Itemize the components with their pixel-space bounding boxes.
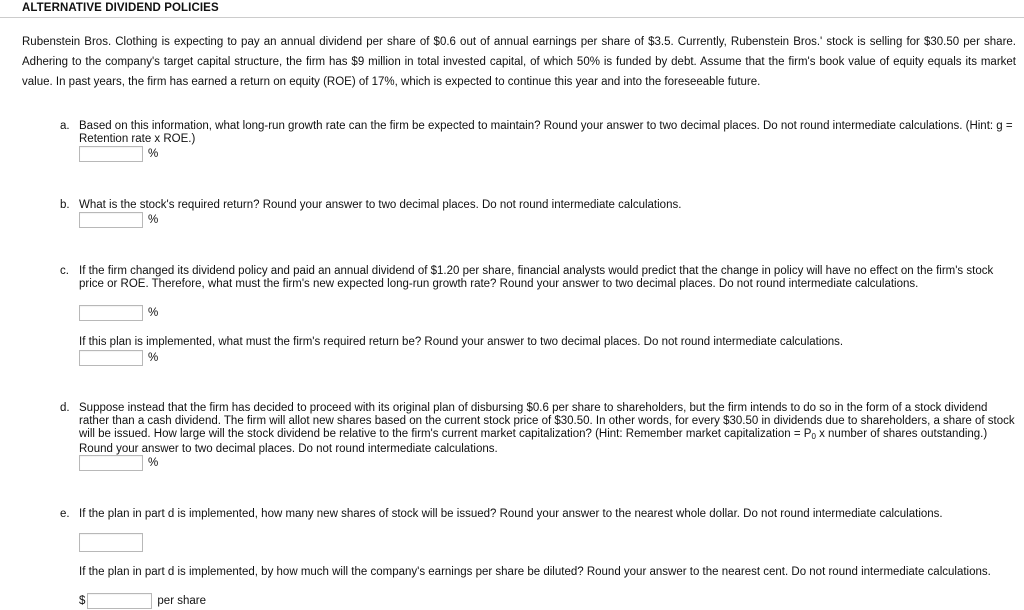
question-d-letter: d. bbox=[60, 402, 70, 414]
answer-d-input[interactable] bbox=[79, 455, 143, 471]
question-a-text: Based on this information, what long-run growth rate can the firm be expected to maintain? Round your answer to two decimal places. Do not round intermediate calculations. (Hint: g = Retention rate x ROE.) bbox=[79, 120, 1013, 145]
answer-e-row bbox=[79, 533, 143, 551]
answer-e2-unit: per share bbox=[157, 595, 206, 607]
question-d-subscript: 0 bbox=[811, 432, 816, 441]
answer-c2-row bbox=[79, 349, 158, 367]
answer-a-input[interactable] bbox=[79, 146, 143, 162]
answer-e2-input[interactable] bbox=[87, 593, 152, 609]
answer-e-input[interactable] bbox=[79, 533, 143, 552]
question-b-text: What is the stock's required return? Round your answer to two decimal places. Do not round intermediate calculations. bbox=[79, 199, 682, 211]
answer-c-unit: % bbox=[148, 307, 159, 319]
answer-c-row bbox=[79, 304, 158, 322]
question-a-letter: a. bbox=[60, 120, 70, 132]
question-e bbox=[60, 508, 1015, 521]
question-c bbox=[60, 265, 1015, 291]
title-bar bbox=[0, 0, 1024, 18]
question-b-letter: b. bbox=[60, 199, 70, 211]
answer-c2-input[interactable] bbox=[79, 350, 143, 366]
answer-c2-unit: % bbox=[148, 352, 159, 364]
answer-a-row bbox=[79, 145, 158, 163]
answer-e2-prefix: $ bbox=[79, 595, 86, 607]
question-d-text bbox=[79, 402, 1015, 456]
question-c-text: If the firm changed its dividend policy and paid an annual dividend of $1.20 per share, financial analysts would predict that the change in policy will have no effect on the firm's stock price or ROE. Therefore, what must the firm's new expected long-run growth rate? Round your answer to two decimal places. Do not round intermediate calculations. bbox=[79, 265, 994, 290]
answer-a-unit: % bbox=[148, 148, 159, 160]
question-e-letter: e. bbox=[60, 508, 70, 520]
answer-d-unit: % bbox=[148, 457, 159, 469]
answer-d-row bbox=[79, 454, 158, 472]
question-d-text-before: Suppose instead that the firm has decided to proceed with its original plan of disbursing $0.6 per share to shareholders, but the firm intends to do so in the form of a stock dividend rather than a cash dividend. The firm will allot new shares based on the current stock price of $30.50. In other words, for every $30.50 in dividends due to shareholders, a share of stock will be issued. How large will the stock dividend be relative to the firm's current market capitalization? (Hint: Remember market capitalization = P bbox=[79, 402, 1015, 440]
answer-e2-row bbox=[79, 592, 206, 610]
question-e-followup-text: If the plan in part d is implemented, by how much will the company's earnings per share be diluted? Round your answer to the nearest cent. Do not round intermediate calculations. bbox=[79, 566, 991, 578]
answer-b-row bbox=[79, 211, 158, 229]
question-b bbox=[60, 199, 1015, 212]
answer-b-input[interactable] bbox=[79, 212, 143, 228]
question-c-letter: c. bbox=[60, 265, 69, 277]
question-c-followup-text: If this plan is implemented, what must the firm's required return be? Round your answer to two decimal places. Do not round intermediate calculations. bbox=[79, 336, 844, 348]
page-title: ALTERNATIVE DIVIDEND POLICIES bbox=[22, 2, 219, 14]
answer-c-input[interactable] bbox=[79, 305, 143, 321]
question-a bbox=[60, 120, 1015, 146]
answer-b-unit: % bbox=[148, 214, 159, 226]
problem-intro: Rubenstein Bros. Clothing is expecting to pay an annual dividend per share of $0.6 out of annual earnings per share of $3.5. Currently, Rubenstein Bros.' stock is selling for $30.50 per share. Adhering to the company's target capital structure, the firm has $9 million in total invested capital, of which 50% is funded by debt. Assume that the firm's book value of equity equals its market value. In past years, the firm has earned a return on equity (ROE) of 17%, which is expected to continue this year and into the foreseeable future. bbox=[22, 36, 1016, 88]
question-e-text: If the plan in part d is implemented, how many new shares of stock will be issued? Round your answer to the nearest whole dollar. Do not round intermediate calculations. bbox=[79, 508, 943, 520]
question-d-text-after: x number of shares outstanding.) Round your answer to two decimal places. Do not round intermediate calculations. bbox=[79, 428, 988, 455]
question-d bbox=[60, 402, 1015, 456]
